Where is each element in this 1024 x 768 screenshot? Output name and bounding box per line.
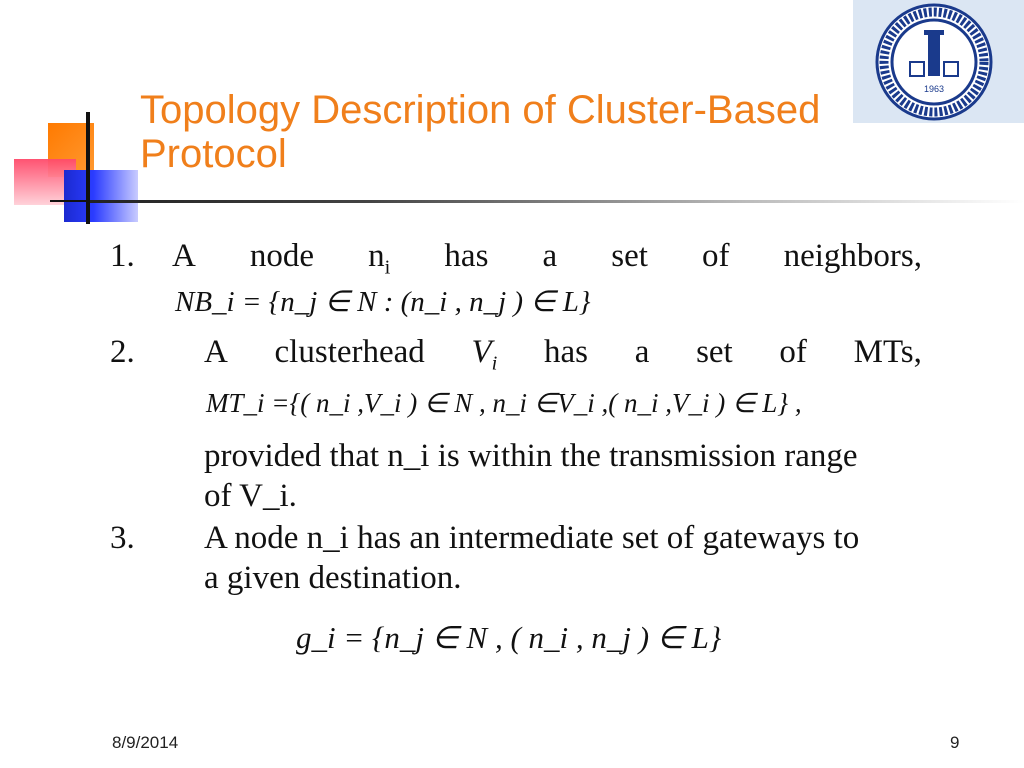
- item-3-line1: A node n_i has an intermediate set of gateways to: [204, 520, 860, 556]
- item-2-word: has: [544, 334, 589, 370]
- item-1-word: of: [701, 238, 730, 274]
- item-1-word: node: [249, 238, 315, 274]
- item-1-word: has: [444, 238, 489, 274]
- item-2-word: A: [204, 334, 228, 370]
- item-1-number: 1.: [110, 238, 135, 274]
- item-2-clusterhead: $V_i$: [471, 334, 498, 375]
- slide-title-line1: Topology Description of Cluster-Based: [140, 88, 821, 132]
- item-1-formula: NB_i = {n_j ∈ N : (n_i , n_j ) ∈ L}: [175, 286, 591, 318]
- item-1-word: neighbors,: [783, 238, 922, 274]
- item-2-formula: MT_i ={( n_i ,V_i ) ∈ N , n_i ∈V_i ,( n_i ,V_i ) ∈ L} ,: [206, 388, 802, 418]
- item-2-number: 2.: [110, 334, 135, 370]
- item-2-word: set: [696, 334, 733, 370]
- item-1-word: A: [172, 238, 196, 274]
- item-1-node: $n_i$: [368, 238, 391, 279]
- title-underline: [90, 200, 1024, 203]
- item-3-number: 3.: [110, 520, 135, 556]
- decor-blue-square: [64, 170, 138, 222]
- footer-date: 8/9/2014: [112, 733, 179, 752]
- item-2-word: clusterhead: [274, 334, 425, 370]
- slide-title: [140, 88, 940, 176]
- item-2-word: MTs,: [853, 334, 922, 370]
- item-1-line1: [172, 238, 922, 280]
- item-2-line3: provided that n_i is within the transmission range: [204, 438, 858, 474]
- item-2-word: of: [779, 334, 807, 370]
- item-3-line2: a given destination.: [204, 560, 462, 596]
- footer-page-number: 9: [950, 733, 960, 752]
- decor-vertical-line: [86, 112, 90, 224]
- item-3-formula: g_i = {n_j ∈ N , ( n_i , n_j ) ∈ L}: [296, 620, 722, 655]
- item-1-word: set: [611, 238, 648, 274]
- item-2-word: a: [634, 334, 650, 370]
- item-1-word: a: [542, 238, 558, 274]
- slide-title-line2: Protocol: [140, 132, 287, 176]
- seal-year: 1963: [923, 84, 945, 94]
- item-2-line4: of V_i.: [204, 478, 297, 514]
- item-2-line1: [204, 334, 922, 376]
